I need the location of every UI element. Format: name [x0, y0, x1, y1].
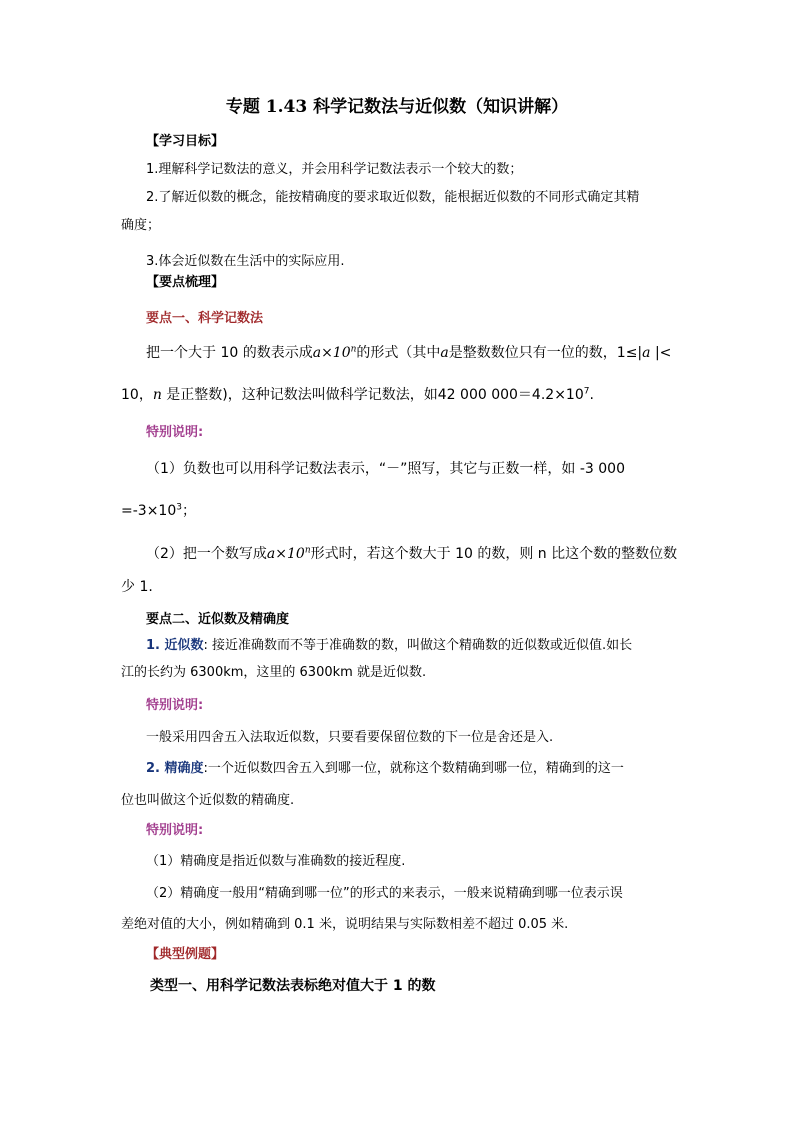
- point2-p1-line1: [146, 637, 632, 655]
- point2-n2-line1: （2）精确度一般用“精确到哪一位”的形式的来表示，一般来说精确到哪一位表示误: [146, 886, 623, 901]
- formula: a×10: [312, 345, 351, 361]
- text: .: [589, 387, 594, 403]
- var-a: a: [440, 345, 449, 361]
- point1-line2: [121, 386, 594, 404]
- page-title: 专题 1.43 科学记数法与近似数（知识讲解）: [225, 97, 569, 117]
- point2-n2-line2: 差绝对值的大小，例如精确到 0.1 米，说明结果与实际数相差不超过 0.05 米.: [121, 917, 569, 932]
- learning-goals-heading: 【学习目标】: [146, 134, 225, 149]
- point1-heading: 要点一、科学记数法: [146, 311, 264, 326]
- point2-p2-line1: [146, 760, 624, 778]
- point2-p1-line2: 江的长约为 6300km，这里的 6300km 就是近似数.: [121, 665, 427, 680]
- point2-note1: 一般采用四舍五入法取近似数，只要看要保留位数的下一位是舍还是入.: [146, 730, 554, 745]
- note1-line1: （1）负数也可以用科学记数法表示，“－”照写，其它与正数一样，如 -3 000: [146, 461, 625, 477]
- type1-heading: 类型一、用科学记数法表标绝对值大于 1 的数: [150, 978, 436, 994]
- note1-line2: [121, 502, 196, 520]
- note2-line2: 少 1.: [121, 579, 153, 595]
- point2-heading: 要点二、近似数及精确度: [146, 612, 290, 627]
- exponent: n: [350, 344, 357, 355]
- exponent: 7: [583, 386, 590, 397]
- text: ；: [181, 503, 196, 519]
- text: =-3×10: [121, 503, 177, 519]
- formula: a×10: [266, 546, 305, 562]
- examples-heading: 【典型例题】: [146, 947, 225, 962]
- note-label: 特别说明:: [146, 698, 204, 713]
- key-points-heading: 【要点梳理】: [146, 275, 225, 290]
- note-label: 特别说明:: [146, 823, 204, 838]
- note2-line1: [146, 545, 677, 563]
- point2-n1: （1）精确度是指近似数与准确数的接近程度.: [146, 854, 406, 869]
- term-precision: 2. 精确度: [146, 761, 204, 776]
- goal-1: 1.理解科学记数法的意义，并会用科学记数法表示一个较大的数；: [146, 162, 523, 177]
- text: : 接近准确数而不等于准确数的数，叫做这个精确数的近似数或近似值.如长: [203, 638, 633, 653]
- text: 的形式（其中: [356, 345, 441, 361]
- exponent: n: [304, 545, 311, 556]
- goal-3: 3.体会近似数在生活中的实际应用.: [146, 254, 345, 269]
- text: （2）把一个数写成: [146, 546, 267, 562]
- goal-2-cont: 确度；: [121, 218, 161, 233]
- point2-p2-line2: 位也叫做这个近似数的精确度.: [121, 793, 295, 808]
- var-n: n: [152, 387, 162, 403]
- text: 10，: [121, 387, 153, 403]
- text: 是正整数)，这种记数法叫做科学记数法，如42 000 000＝4.2×10: [161, 387, 584, 403]
- var-a: a: [642, 345, 651, 361]
- goal-2: 2.了解近似数的概念，能按精确度的要求取近似数，能根据近似数的不同形式确定其精: [146, 190, 640, 205]
- point1-line1: [146, 344, 671, 362]
- text: 把一个大于 10 的数表示成: [146, 345, 313, 361]
- exponent: 3: [176, 502, 182, 513]
- term-approx: 1. 近似数: [146, 638, 204, 653]
- text: 形式时，若这个数大于 10 的数，则 n 比这个数的整数位数: [310, 546, 678, 562]
- note-label: 特别说明:: [146, 425, 204, 440]
- text: :一个近似数四舍五入到哪一位，就称这个数精确到哪一位，精确到的这一: [203, 761, 624, 776]
- text: 是整数数位只有一位的数，1≤|: [448, 345, 643, 361]
- text: |<: [650, 345, 672, 361]
